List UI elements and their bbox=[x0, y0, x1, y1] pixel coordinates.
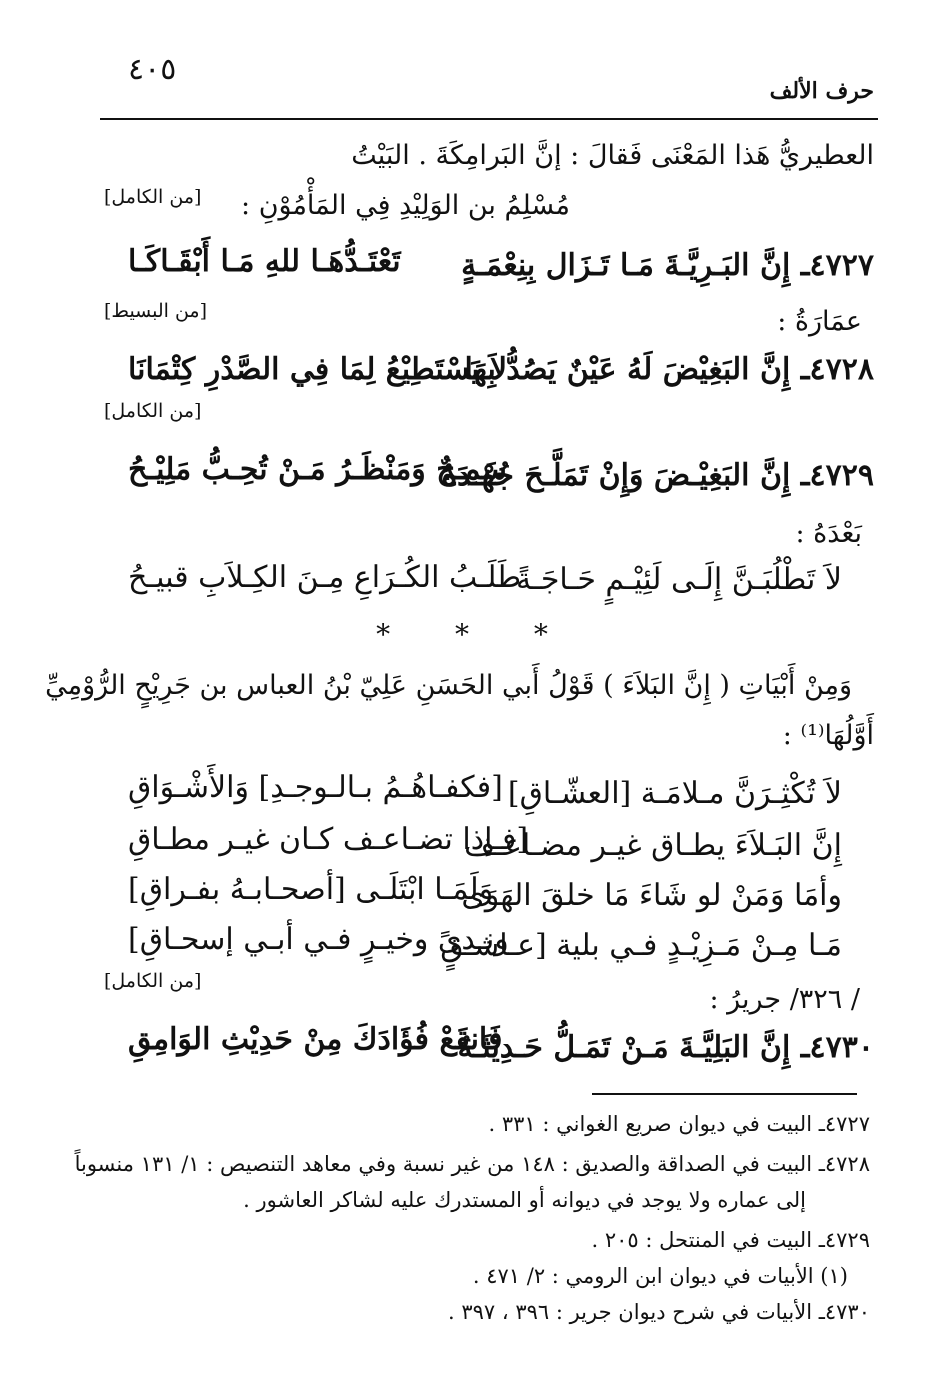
intro-line-2: مُسْلِمُ بن الوَلِيْدِ فِي المَأْمُوْنِ : bbox=[241, 190, 570, 221]
intro-line-1: العطيريُّ هَذا المَعْنَى فَقالَ : إنَّ البَرامِكَةَ . البَيْتُ bbox=[351, 140, 874, 171]
footnote-4728-line-2: إلى عماره ولا يوجد في ديوانه أو المستدرك عليه لشاكر العاشور . bbox=[243, 1188, 806, 1212]
meter-label: [من البسيط] bbox=[104, 300, 208, 322]
footnote-4729: ٤٧٢٩ـ البيت في المنتحل : ٢٠٥ . bbox=[591, 1228, 870, 1252]
footnote-4728-line-1: ٤٧٢٨ـ البيت في الصداقة والصديق : ١٤٨ من غير نسبة وفي معاهد التنصيص : ١/ ١٣١ منسوباً bbox=[74, 1152, 870, 1176]
rumi-verse-4-first: مَـا مِـنْ مَـزِيْـدٍ فـي بلية [عـاشـقٍ bbox=[440, 928, 842, 963]
verse-4730-first-hemistich: ٤٧٣٠ـ إِنَّ البَلِيَّـةَ مَـنْ تَمَـلُّ حَـدِيْثَـهُ bbox=[457, 1030, 874, 1065]
rumi-verse-1-second: [فكفـاهُـمُ بـالـوجـدِ] وَالأَشْـوَاقِ bbox=[128, 770, 503, 805]
verse-after-second-hemistich: طَلَـبُ الكُـرَاعِ مِـنَ الكِـلاَبِ قبيـحُ bbox=[128, 560, 522, 595]
meter-label: [من الكامل] bbox=[104, 186, 202, 208]
footnote-4727: ٤٧٢٧ـ البيت في ديوان صريع الغواني : ٣٣١ . bbox=[488, 1112, 870, 1136]
verse-4727-second-hemistich: تَعْتَـدُّهَـا للهِ مَـا أَبْقَـاكَـا bbox=[128, 244, 401, 279]
poet-ammara: عمَارَةُ : bbox=[777, 306, 862, 337]
verse-4728-second-hemistich: لاَ يَسْتَطِيْعُ لِمَا فِي الصَّدْرِ كِتْمَانَا bbox=[128, 352, 508, 387]
chapter-title: حرف الألف bbox=[769, 78, 874, 104]
intro-rumi-line-1: وَمِنْ أَبْيَاتِ ( إِنَّ البَلاَءَ ) قَوْلُ أَبي الحَسَنِ عَلِيّ بْنُ العباس بن جَرِيْحٍ الرُّوْمِيِّ bbox=[45, 670, 852, 701]
rumi-verse-2-first: إِنَّ البَـلاَءَ يطـاق غيـر مضـاعـف bbox=[464, 828, 842, 863]
section-divider-stars: * * * bbox=[376, 618, 576, 651]
verse-4727-first-hemistich: ٤٧٢٧ـ إِنَّ البَـرِيَّـةَ مَـا تَـزَال بِنِعْمَـةٍ bbox=[461, 248, 874, 283]
verse-4729-second-hemistich: سَمِـجٌ وَمَنْظَـرُ مَـنْ تُحِـبُّ مَلِيْـحُ bbox=[128, 452, 507, 487]
verse-after-first-hemistich: لاَ تَطْلُبَـنَّ إِلَـى لَئِيْـمٍ حَـاجَـةً bbox=[516, 562, 842, 597]
verse-4730-second-hemistich: فَانقَعْ فُؤَادَكَ مِنْ حَدِيْثِ الوَامِقِ bbox=[128, 1022, 503, 1057]
footnote-rule bbox=[592, 1093, 857, 1095]
rumi-verse-3-second: وَلَمَـا ابْتَلَـى [أصحـابـهُ بفـراقِ] bbox=[128, 872, 494, 907]
poet-jarir: / ٣٢٦/ جريرُ : bbox=[709, 984, 860, 1015]
verse-4728-first-hemistich: ٤٧٢٨ـ إِنَّ البَغِيْضَ لَهُ عَيْنٌ يَصُدُّ بِهَا bbox=[464, 352, 874, 387]
footnote-4730: ٤٧٣٠ـ الأبيات في شرح ديوان جرير : ٣٩٦ ، ٣٩٧ . bbox=[447, 1300, 870, 1324]
meter-label: [من الكامل] bbox=[104, 400, 202, 422]
rumi-verse-2-second: [فـإذا تضـاعـف كـان غيـر مطـاقِ bbox=[128, 822, 529, 857]
rumi-verse-3-first: وأمَا وَمَنْ لو شَاءَ مَا خلقَ الهَوَى bbox=[461, 878, 842, 913]
header-rule bbox=[100, 118, 878, 120]
rumi-verse-4-second: ونـدىً وخيـرٍ فـي أبـي إسحـاقِ] bbox=[128, 922, 509, 957]
footnote-1: (١) الأبيات في ديوان ابن الرومي : ٢/ ٤٧١ . bbox=[472, 1264, 848, 1288]
intro-rumi-line-2: أَوَّلُهَا⁽¹⁾ : bbox=[782, 720, 874, 751]
meter-label: [من الكامل] bbox=[104, 970, 202, 992]
rumi-verse-1-first: لاَ تُكْثِـرَنَّ مـلامَـة [العشّـاقِ] bbox=[507, 776, 842, 811]
baadahu-label: بَعْدَهُ : bbox=[795, 518, 862, 549]
page-number: ٤٠٥ bbox=[128, 52, 177, 87]
verse-4729-first-hemistich: ٤٧٢٩ـ إِنَّ البَغِيْـضَ وَإِنْ تَمَلَّـحَ جُهْـدَهُ bbox=[441, 458, 874, 493]
